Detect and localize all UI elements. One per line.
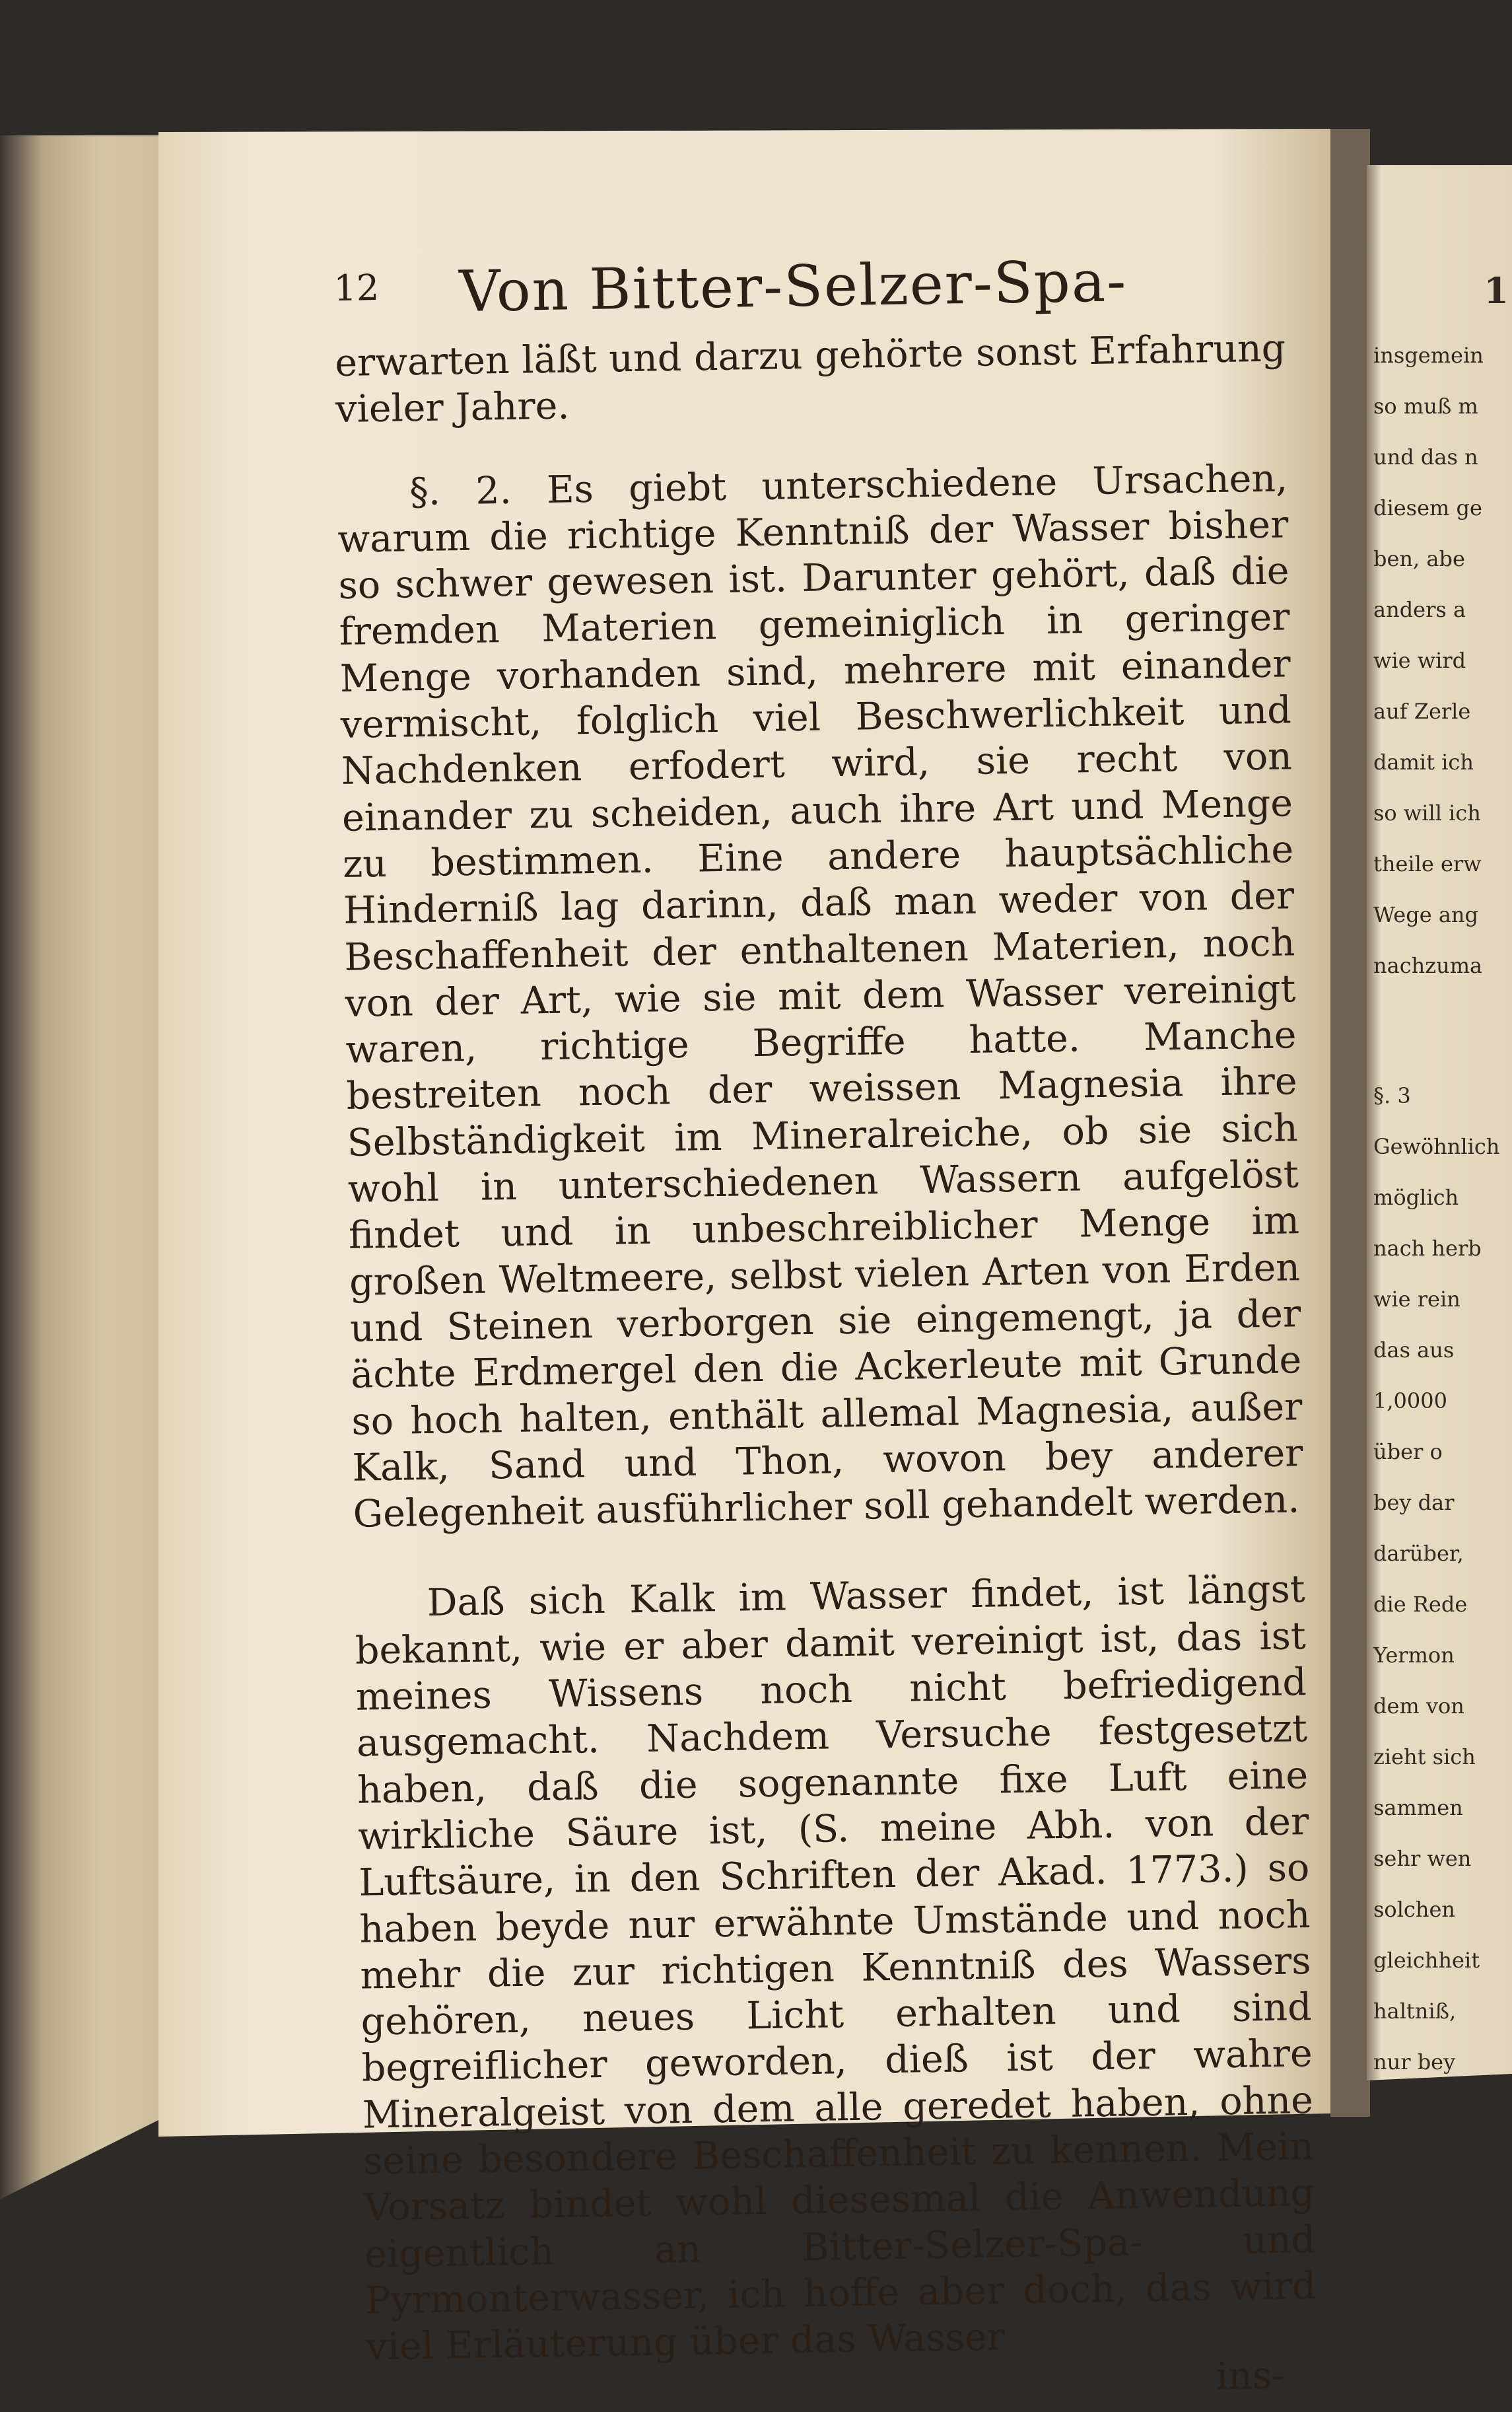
page-edges: [0, 135, 172, 2199]
facing-line: wie rein: [1373, 1287, 1460, 1312]
facing-line: anders a: [1373, 597, 1466, 622]
facing-line: Yermon: [1373, 1643, 1455, 1668]
facing-line: wie wird: [1373, 648, 1466, 673]
facing-line: diesem ge: [1373, 495, 1482, 520]
facing-line: haltniß,: [1373, 1999, 1457, 2024]
facing-line: nach herb: [1373, 1236, 1482, 1261]
facing-line: sehr wen: [1373, 1846, 1472, 1871]
facing-line: zieht sich: [1373, 1744, 1476, 1769]
catchword: ins-: [1216, 2354, 1285, 2399]
facing-line: insgemein: [1373, 343, 1484, 368]
facing-line: sammen: [1373, 1795, 1463, 1820]
facing-line: die Rede: [1373, 1592, 1468, 1617]
page-number: 12: [333, 266, 380, 309]
facing-line: nachzuma: [1373, 953, 1483, 978]
facing-line: auf Zerle: [1373, 699, 1471, 724]
facing-line: theile erw: [1373, 851, 1482, 876]
facing-line: so muß m: [1373, 394, 1478, 419]
facing-line: Gewöhnlich: [1373, 1134, 1500, 1159]
page-header: [333, 248, 1286, 340]
paragraph-2: §. 2. Es giebt unterschiedene Ursachen, warum die richtige Kenntniß der Wasser bisher so schwer gewesen ist. Darunter gehört, daß die fremden Materien gemeiniglich in geringer Menge vorhanden sind, mehrere mit einander vermischt, folglich viel Beschwerlichkeit und Nachdenken erfodert wird, sie recht von einander zu scheiden, auch ihre Art und Menge zu bestimmen. Eine andere hauptsächliche Hinderniß lag darinn, daß man weder von der Beschaffenheit der enthaltenen Materien, noch von der Art, wie sie mit dem Wasser vereinigt waren, richtige Begriffe hatte. Manche bestreiten noch der weissen Magnesia ihre Selbständigkeit im Mineralreiche, ob sie sich wohl in unterschiedenen Wassern aufgelöst findet und in unbeschreiblicher Menge im großen Weltmeere, selbst vielen Arten von Erden und Steinen verborgen sie eingemengt, ja der ächte Erdmergel den die Ackerleute mit Grunde so hoch halten, enthält allemal Magnesia, außer Kalk, Sand und Thon, wovon bey anderer Gelegenheit ausführlicher soll gehandelt werden.: [337, 456, 1303, 1536]
facing-line: und das n: [1373, 444, 1478, 470]
facing-section-heading: §. 3: [1373, 1083, 1411, 1108]
facing-line: das aus: [1373, 1337, 1455, 1363]
facing-line: so will ich: [1373, 800, 1481, 826]
facing-line: 1,0000: [1373, 1388, 1447, 1413]
facing-line: bey dar: [1373, 1490, 1455, 1515]
facing-line: möglich: [1373, 1185, 1459, 1210]
running-head: Von Bitter-Selzer-Spa-: [458, 248, 1128, 326]
facing-line: darüber,: [1373, 1541, 1464, 1566]
facing-line: nur bey: [1373, 2049, 1456, 2075]
facing-line: über o: [1373, 1439, 1443, 1464]
facing-line: damit ich: [1373, 750, 1474, 775]
facing-line: Wege ang: [1373, 902, 1478, 927]
facing-line: ben, abe: [1373, 546, 1465, 571]
paragraph-3: Daß sich Kalk im Wasser findet, ist längst bekannt, wie er aber damit vereinigt ist, das ist meines Wissens noch nicht befriedigend ausgemacht. Nachdem Versuche festgesetzt haben, daß die sogenannte fixe Luft eine wirkliche Säure ist, (S. meine Abh. von der Luftsäure, in den Schriften der Akad. 1773.) so haben beyde nur erwähnte Umstände und noch mehr die zur richtigen Kenntniß des Wassers gehören, neues Licht erhalten und sind begreiflicher geworden, dieß ist der wahre Mineralgeist von dem alle geredet haben, ohne seine besondere Beschaffenheit zu kennen. Mein Vorsatz bindet wohl diesesmal die Anwendung eigentlich an Bitter-Selzer-Spa- und Pyrmonterwasser, ich hoffe aber doch, das wird viel Erläuterung über das Wasser: [355, 1567, 1317, 2369]
paragraph-1: erwarten läßt und darzu gehörte sonst Erfahrung vieler Jahre.: [334, 326, 1286, 432]
facing-page-fragments: [1373, 251, 1509, 2075]
facing-line: gleichheit: [1373, 1948, 1480, 1973]
facing-page-header: 1: [1484, 269, 1509, 312]
left-page-text: [333, 248, 1318, 2410]
facing-line: dem von: [1373, 1693, 1464, 1719]
facing-line: solchen: [1373, 1897, 1455, 1922]
